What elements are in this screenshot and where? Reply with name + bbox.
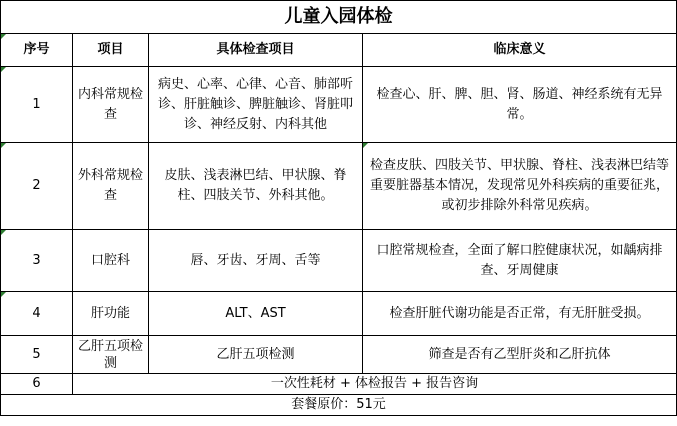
row-meaning: 口腔常规检查，全面了解口腔健康状况，如龋病排查、牙周健康 — [363, 230, 677, 292]
row-item — [73, 67, 149, 143]
row-detail — [149, 67, 363, 143]
row-no: 5 — [1, 336, 73, 374]
row-meaning: 检查肝脏代谢功能是否正常，有无肝脏受损。 — [363, 292, 677, 336]
row-detail: ALT、AST — [149, 292, 363, 336]
row-detail: 乙肝五项检测 — [149, 336, 363, 374]
row-meaning: 检查心、肝、脾、胆、肾、肠道、神经系统有无异常。 — [363, 67, 677, 143]
row-meaning: 检查皮肤、四肢关节、甲状腺、脊柱、浅表淋巴结等重要脏器基本情况，发现常见外科疾病的重要征兆，或初步排除外科常见疾病。 — [363, 143, 677, 230]
row-no: 6 — [1, 374, 73, 395]
row-no: 4 — [1, 292, 73, 336]
row-detail-text: 病史、心率、心律、心音、肺部听诊、肝脏触诊、脾脏触诊、肾脏叩诊、神经反射、内科其他 — [157, 76, 353, 132]
header-row — [1, 34, 677, 67]
row-item: 外科常规检查 — [73, 143, 149, 230]
row-item: 口腔科 — [73, 230, 149, 292]
header-no: 序号 — [1, 34, 73, 67]
row-no: 3 — [1, 230, 73, 292]
table-row — [1, 67, 677, 143]
table-row — [1, 336, 677, 374]
package-price: 套餐原价：51元 — [1, 395, 677, 416]
row-services: 一次性耗材 + 体检报告 + 报告咨询 — [73, 374, 677, 395]
row-meaning: 筛查是否有乙型肝炎和乙肝抗体 — [363, 336, 677, 374]
table-row — [1, 230, 677, 292]
row-detail: 皮肤、浅表淋巴结、甲状腺、脊柱、四肢关节、外科其他。 — [149, 143, 363, 230]
table-row — [1, 292, 677, 336]
price-row — [1, 395, 677, 416]
row-detail: 唇、牙齿、牙周、舌等 — [149, 230, 363, 292]
header-item: 项目 — [73, 34, 149, 67]
row-no: 2 — [1, 143, 73, 230]
table-row — [1, 143, 677, 230]
row-item: 肝功能 — [73, 292, 149, 336]
row-no: 1 — [1, 67, 73, 143]
header-detail: 具体检查项目 — [149, 34, 363, 67]
row-item-text: 内科常规检查 — [77, 86, 143, 122]
header-meaning: 临床意义 — [363, 34, 677, 67]
row-item: 乙肝五项检测 — [73, 336, 149, 374]
table-row — [1, 374, 677, 395]
table-title: 儿童入园体检 — [1, 1, 677, 34]
